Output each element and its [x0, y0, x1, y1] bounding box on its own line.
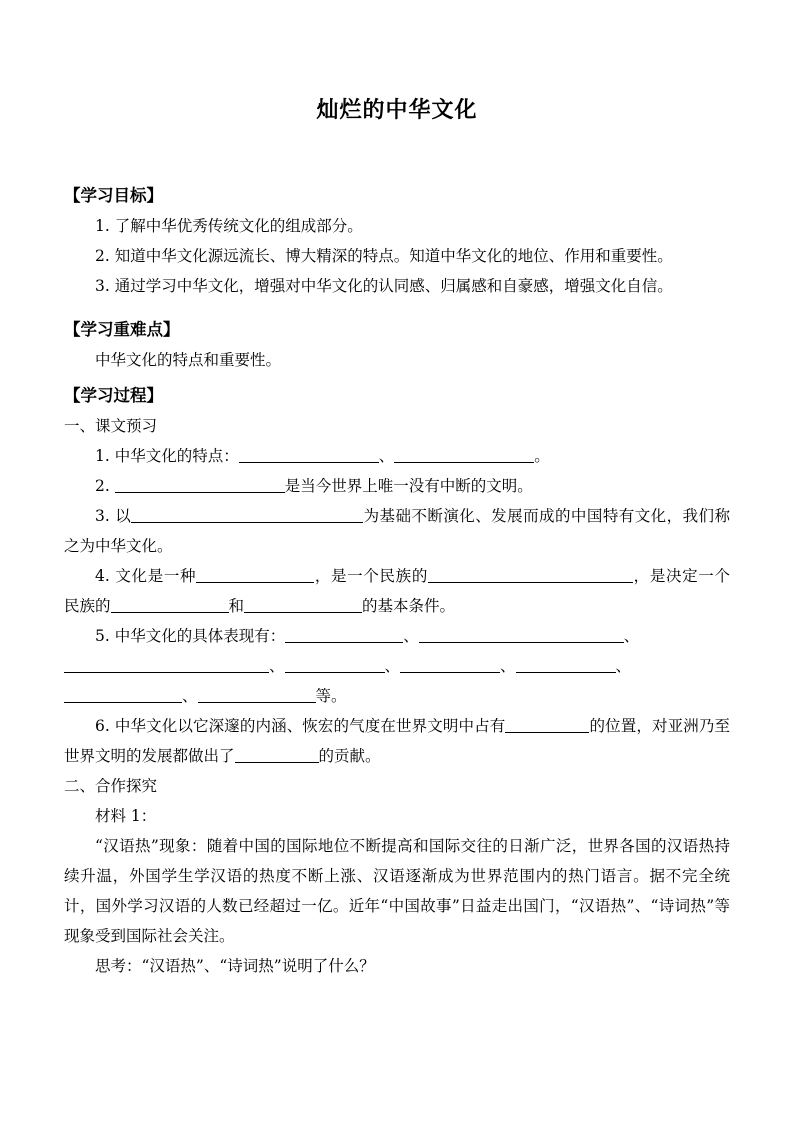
subsection-label-preview: 一、课文预习	[64, 416, 158, 435]
question-text: 的贡献。	[318, 746, 381, 765]
preview-question-1	[64, 441, 730, 471]
question-number: 3.	[95, 506, 110, 525]
preview-question-2	[64, 471, 730, 501]
question-number: 4.	[95, 566, 110, 585]
question-text: 为基础不断演化、发展而成的中国特有文化，我们称之为中华文化。	[64, 506, 730, 555]
question-end: 。	[534, 446, 550, 465]
subsection-label-inquiry: 二、合作探究	[64, 776, 158, 795]
question-text: 以	[115, 506, 132, 525]
preview-question-5	[64, 621, 730, 651]
answer-blank[interactable]	[285, 656, 385, 673]
section-heading-objectives: 【学习目标】	[64, 185, 163, 205]
objective-text: 通过学习中华文化，增强对中华文化的认同感、归属感和自豪感，增强文化自信。	[114, 276, 673, 295]
separator: 、	[623, 626, 640, 645]
answer-blank[interactable]	[115, 476, 285, 493]
answer-blank[interactable]	[516, 656, 616, 673]
objective-number: 1.	[95, 216, 110, 235]
question-text: ，是决定一个民族的	[64, 566, 730, 615]
question-text: 中华文化以它深邃的内涵、恢宏的气度在世界文明中占有	[114, 716, 506, 735]
separator: 、	[615, 656, 632, 675]
focus-text: 中华文化的特点和重要性。	[95, 350, 282, 369]
objective-text: 知道中华文化源远流长、博大精深的特点。知道中华文化的地位、作用和重要性。	[114, 246, 673, 265]
question-number: 1.	[95, 446, 110, 465]
answer-blank[interactable]	[235, 746, 319, 763]
question-text: 的位置，对亚洲乃至世界文明的发展都做出了	[64, 716, 730, 765]
separator: 、	[378, 446, 395, 465]
answer-blank[interactable]	[239, 446, 379, 463]
question-text: 的基本条件。	[362, 596, 456, 615]
separator: 、	[384, 656, 401, 675]
answer-blank[interactable]	[244, 596, 362, 613]
question-number: 6.	[95, 716, 110, 735]
answer-blank[interactable]	[64, 656, 269, 673]
question-text: 和	[228, 596, 245, 615]
objective-item	[64, 211, 730, 241]
material-paragraph: “汉语热”现象：随着中国的国际地位不断提高和国际交往的日渐广泛，世界各国的汉语热持续升温，外国学生学汉语的热度不断上涨、汉语逐渐成为世界范围内的热门语言。据不完全统计，国外学习汉语的人数已经超过一亿。近年“中国故事”日益走出国门，“汉语热”、“诗词热”等现象受到国际社会关注。	[64, 836, 730, 945]
objective-number: 3.	[95, 276, 110, 295]
answer-blank[interactable]	[196, 566, 314, 583]
question-number: 5.	[95, 626, 110, 645]
section-heading-process: 【学习过程】	[64, 385, 163, 405]
objective-number: 2.	[95, 246, 110, 265]
question-text: 中华文化的特点：	[114, 446, 239, 465]
answer-blank[interactable]	[198, 686, 316, 703]
answer-blank[interactable]	[419, 626, 624, 643]
answer-blank[interactable]	[400, 656, 500, 673]
separator: 、	[182, 686, 198, 705]
question-text: 中华文化的具体表现有：	[114, 626, 286, 645]
answer-blank[interactable]	[111, 596, 229, 613]
answer-blank[interactable]	[285, 626, 403, 643]
separator: 、	[269, 656, 285, 675]
question-text: 文化是一种	[115, 566, 197, 585]
answer-blank[interactable]	[131, 506, 363, 523]
answer-blank[interactable]	[394, 446, 534, 463]
preview-question-6	[64, 711, 730, 771]
question-end: 等。	[315, 686, 347, 705]
objective-item	[64, 241, 730, 271]
inquiry-question: 思考：“汉语热”、“诗词热”说明了什么？	[95, 956, 375, 975]
answer-blank[interactable]	[64, 686, 182, 703]
objective-text: 了解中华优秀传统文化的组成部分。	[114, 216, 363, 235]
question-text: ，是一个民族的	[314, 566, 428, 585]
question-number: 2.	[95, 476, 110, 495]
question-text: 是当今世界上唯一没有中断的文明。	[284, 476, 533, 495]
preview-question-5-blanks-line-2	[64, 651, 730, 681]
preview-question-3	[64, 501, 730, 561]
answer-blank[interactable]	[428, 566, 633, 583]
answer-blank[interactable]	[505, 716, 589, 733]
material-label: 材料 1：	[95, 806, 157, 825]
separator: 、	[500, 656, 516, 675]
separator: 、	[403, 626, 419, 645]
preview-question-4	[64, 561, 730, 621]
page-title: 灿烂的中华文化	[316, 97, 478, 123]
section-heading-focus: 【学习重难点】	[64, 319, 180, 339]
objective-item	[64, 271, 730, 301]
preview-question-5-blanks-line-3	[64, 681, 730, 711]
